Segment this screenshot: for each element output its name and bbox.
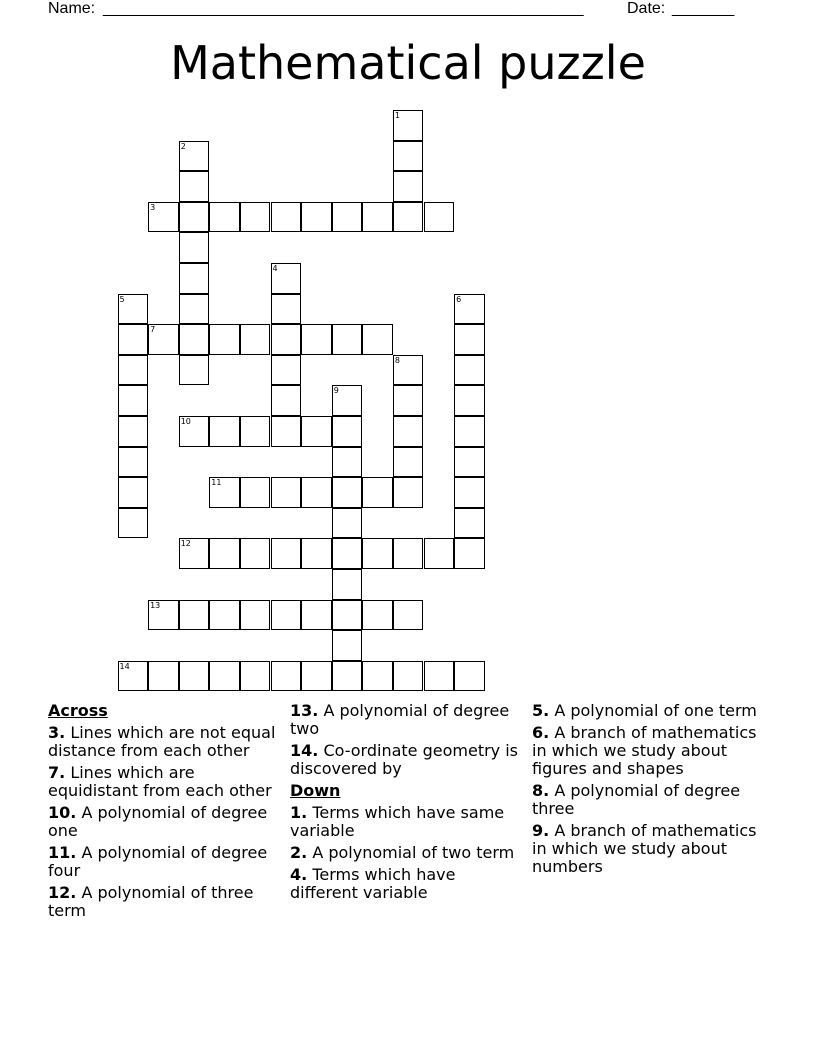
- grid-cell[interactable]: [393, 538, 424, 569]
- clue-number: 9.: [532, 821, 550, 840]
- clue-number: 1.: [290, 803, 308, 822]
- grid-cell[interactable]: [362, 202, 393, 233]
- cell-number: 3: [150, 202, 156, 212]
- grid-cell[interactable]: [454, 661, 485, 692]
- grid-cell[interactable]: [393, 447, 424, 478]
- grid-cell[interactable]: [454, 538, 485, 569]
- grid-cell[interactable]: [332, 508, 363, 539]
- grid-cell[interactable]: [301, 416, 332, 447]
- clue-number: 8.: [532, 781, 550, 800]
- grid-cell[interactable]: [301, 324, 332, 355]
- clues-column-2: [290, 702, 522, 906]
- grid-cell[interactable]: [424, 538, 455, 569]
- clue-down-6: [532, 724, 764, 778]
- cell-number: 5: [119, 294, 125, 304]
- grid-cell[interactable]: [271, 416, 302, 447]
- clue-text: A branch of mathematics in which we study about figures and shapes: [532, 723, 757, 778]
- grid-cell[interactable]: [301, 600, 332, 631]
- grid-cell[interactable]: [148, 600, 179, 631]
- grid-cell[interactable]: [332, 202, 363, 233]
- grid-cell[interactable]: [148, 324, 179, 355]
- grid-cell[interactable]: [179, 324, 210, 355]
- cell-number: 1: [394, 111, 400, 120]
- grid-cell[interactable]: [240, 202, 271, 233]
- grid-cell[interactable]: [209, 202, 240, 233]
- grid-cell[interactable]: [118, 385, 149, 416]
- grid-cell[interactable]: [362, 538, 393, 569]
- grid-cell[interactable]: [179, 141, 210, 172]
- grid-cell[interactable]: [332, 416, 363, 447]
- grid-cell[interactable]: [424, 661, 455, 692]
- grid-cell[interactable]: [179, 355, 210, 386]
- grid-cell[interactable]: [118, 294, 149, 325]
- down-heading: Down: [290, 781, 341, 800]
- grid-cell[interactable]: [424, 202, 455, 233]
- clue-down-2: [290, 844, 522, 862]
- grid-cell[interactable]: [332, 569, 363, 600]
- grid-cell[interactable]: [179, 600, 210, 631]
- clue-across-3: [48, 724, 280, 760]
- grid-cell[interactable]: [393, 385, 424, 416]
- grid-cell[interactable]: [209, 661, 240, 692]
- clue-number: 4.: [290, 865, 308, 884]
- page-title: Mathematical puzzle: [170, 36, 646, 90]
- grid-cell[interactable]: [393, 141, 424, 172]
- grid-cell[interactable]: [362, 324, 393, 355]
- grid-cell[interactable]: [118, 324, 149, 355]
- cell-number: 7: [150, 325, 156, 335]
- date-label: Date:: [627, 0, 666, 17]
- grid-cell[interactable]: [454, 508, 485, 539]
- grid-cell[interactable]: [301, 202, 332, 233]
- clue-across-12: [48, 884, 280, 920]
- clue-text: A polynomial of three term: [48, 883, 254, 920]
- grid-cell[interactable]: [301, 661, 332, 692]
- clue-text: A polynomial of degree two: [290, 701, 510, 738]
- grid-cell[interactable]: [118, 355, 149, 386]
- grid-cell[interactable]: [240, 538, 271, 569]
- grid-cell[interactable]: [332, 600, 363, 631]
- cell-number: 4: [272, 264, 278, 273]
- clue-down-5: [532, 702, 764, 720]
- clue-text: Terms which have same variable: [290, 803, 505, 840]
- clue-number: 14.: [290, 741, 319, 760]
- grid-cell[interactable]: [179, 171, 210, 202]
- grid-cell[interactable]: [118, 477, 149, 508]
- grid-cell[interactable]: [148, 202, 179, 233]
- clue-number: 7.: [48, 763, 66, 782]
- grid-cell[interactable]: [271, 324, 302, 355]
- grid-cell[interactable]: [454, 447, 485, 478]
- grid-cell[interactable]: [271, 538, 302, 569]
- clue-number: 11.: [48, 843, 77, 862]
- grid-cell[interactable]: [209, 538, 240, 569]
- clue-number: 2.: [290, 843, 308, 862]
- clue-across-11: [48, 844, 280, 880]
- grid-cell[interactable]: [393, 202, 424, 233]
- grid-cell[interactable]: [209, 324, 240, 355]
- clue-down-1: [290, 804, 522, 840]
- grid-cell[interactable]: [362, 661, 393, 692]
- grid-cell[interactable]: [332, 477, 363, 508]
- grid-cell[interactable]: [454, 324, 485, 355]
- grid-cell[interactable]: [179, 538, 210, 569]
- grid-cell[interactable]: [393, 661, 424, 692]
- grid-cell[interactable]: [179, 232, 210, 263]
- grid-cell[interactable]: [454, 385, 485, 416]
- grid-cell[interactable]: [209, 416, 240, 447]
- clue-number: 6.: [532, 723, 550, 742]
- clue-text: A polynomial of degree four: [48, 843, 268, 880]
- grid-cell[interactable]: [240, 600, 271, 631]
- clue-across-10: [48, 804, 280, 840]
- grid-cell[interactable]: [271, 263, 302, 294]
- clue-down-9: [532, 822, 764, 876]
- grid-cell[interactable]: [271, 202, 302, 233]
- grid-cell[interactable]: [362, 477, 393, 508]
- grid-cell[interactable]: [271, 385, 302, 416]
- grid-cell[interactable]: [209, 600, 240, 631]
- grid-cell[interactable]: [179, 661, 210, 692]
- cell-number: 12: [180, 539, 191, 549]
- grid-cell[interactable]: [240, 416, 271, 447]
- grid-cell[interactable]: [301, 477, 332, 508]
- clue-text: A polynomial of one term: [554, 701, 757, 720]
- across-heading: Across: [48, 701, 108, 720]
- grid-cell[interactable]: [240, 324, 271, 355]
- grid-cell[interactable]: [271, 294, 302, 325]
- grid-cell[interactable]: [393, 171, 424, 202]
- name-label: Name:: [48, 0, 96, 17]
- grid-cell[interactable]: [271, 661, 302, 692]
- clue-text: Terms which have different variable: [290, 865, 456, 902]
- clue-down-8: [532, 782, 764, 818]
- grid-cell[interactable]: [332, 661, 363, 692]
- grid-cell[interactable]: [454, 294, 485, 325]
- clue-text: A polynomial of degree one: [48, 803, 268, 840]
- cell-number: 11: [211, 478, 222, 488]
- grid-cell[interactable]: [454, 355, 485, 386]
- grid-cell[interactable]: [393, 110, 424, 141]
- grid-cell[interactable]: [118, 416, 149, 447]
- grid-cell[interactable]: [271, 477, 302, 508]
- grid-cell[interactable]: [271, 600, 302, 631]
- grid-cell[interactable]: [118, 661, 149, 692]
- grid-cell[interactable]: [148, 661, 179, 692]
- cell-number: 6: [456, 294, 462, 304]
- clue-across-13: [290, 702, 522, 738]
- clue-down-4: [290, 866, 522, 902]
- clues-column-3: [532, 702, 764, 880]
- grid-cell[interactable]: [179, 263, 210, 294]
- date-field[interactable]: _______: [672, 0, 735, 17]
- grid-cell[interactable]: [332, 538, 363, 569]
- clue-number: 3.: [48, 723, 66, 742]
- grid-cell[interactable]: [301, 538, 332, 569]
- grid-cell[interactable]: [393, 355, 424, 386]
- grid-cell[interactable]: [209, 477, 240, 508]
- grid-cell[interactable]: [393, 600, 424, 631]
- clue-number: 10.: [48, 803, 77, 822]
- clue-text: A polynomial of degree three: [532, 781, 741, 818]
- clue-text: Lines which are equidistant from each other: [48, 763, 272, 800]
- clue-text: A branch of mathematics in which we study about numbers: [532, 821, 757, 876]
- clue-number: 12.: [48, 883, 77, 902]
- clues-column-1: [48, 702, 280, 924]
- clue-across-7: [48, 764, 280, 800]
- grid-cell[interactable]: [118, 447, 149, 478]
- clue-text: Co-ordinate geometry is discovered by: [290, 741, 519, 778]
- grid-cell[interactable]: [332, 630, 363, 661]
- grid-cell[interactable]: [454, 416, 485, 447]
- grid-cell[interactable]: [240, 661, 271, 692]
- grid-cell[interactable]: [332, 385, 363, 416]
- grid-cell[interactable]: [332, 324, 363, 355]
- cell-number: 10: [180, 417, 191, 426]
- grid-cell[interactable]: [454, 477, 485, 508]
- grid-cell[interactable]: [118, 508, 149, 539]
- grid-cell[interactable]: [393, 477, 424, 508]
- grid-cell[interactable]: [179, 202, 210, 233]
- clue-across-14: [290, 742, 522, 778]
- cell-number: 2: [180, 141, 186, 151]
- grid-cell[interactable]: [179, 416, 210, 447]
- clue-number: 13.: [290, 701, 319, 720]
- cell-number: 14: [119, 661, 130, 671]
- cell-number: 8: [394, 355, 400, 365]
- cell-number: 9: [333, 386, 339, 396]
- grid-cell[interactable]: [332, 447, 363, 478]
- name-field[interactable]: ______________________________________________________: [103, 0, 584, 17]
- grid-cell[interactable]: [362, 600, 393, 631]
- clue-number: 5.: [532, 701, 550, 720]
- grid-cell[interactable]: [179, 294, 210, 325]
- grid-cell[interactable]: [240, 477, 271, 508]
- grid-cell[interactable]: [271, 355, 302, 386]
- clue-text: Lines which are not equal distance from each other: [48, 723, 276, 760]
- cell-number: 13: [150, 600, 161, 610]
- clue-text: A polynomial of two term: [312, 843, 515, 862]
- grid-cell[interactable]: [393, 416, 424, 447]
